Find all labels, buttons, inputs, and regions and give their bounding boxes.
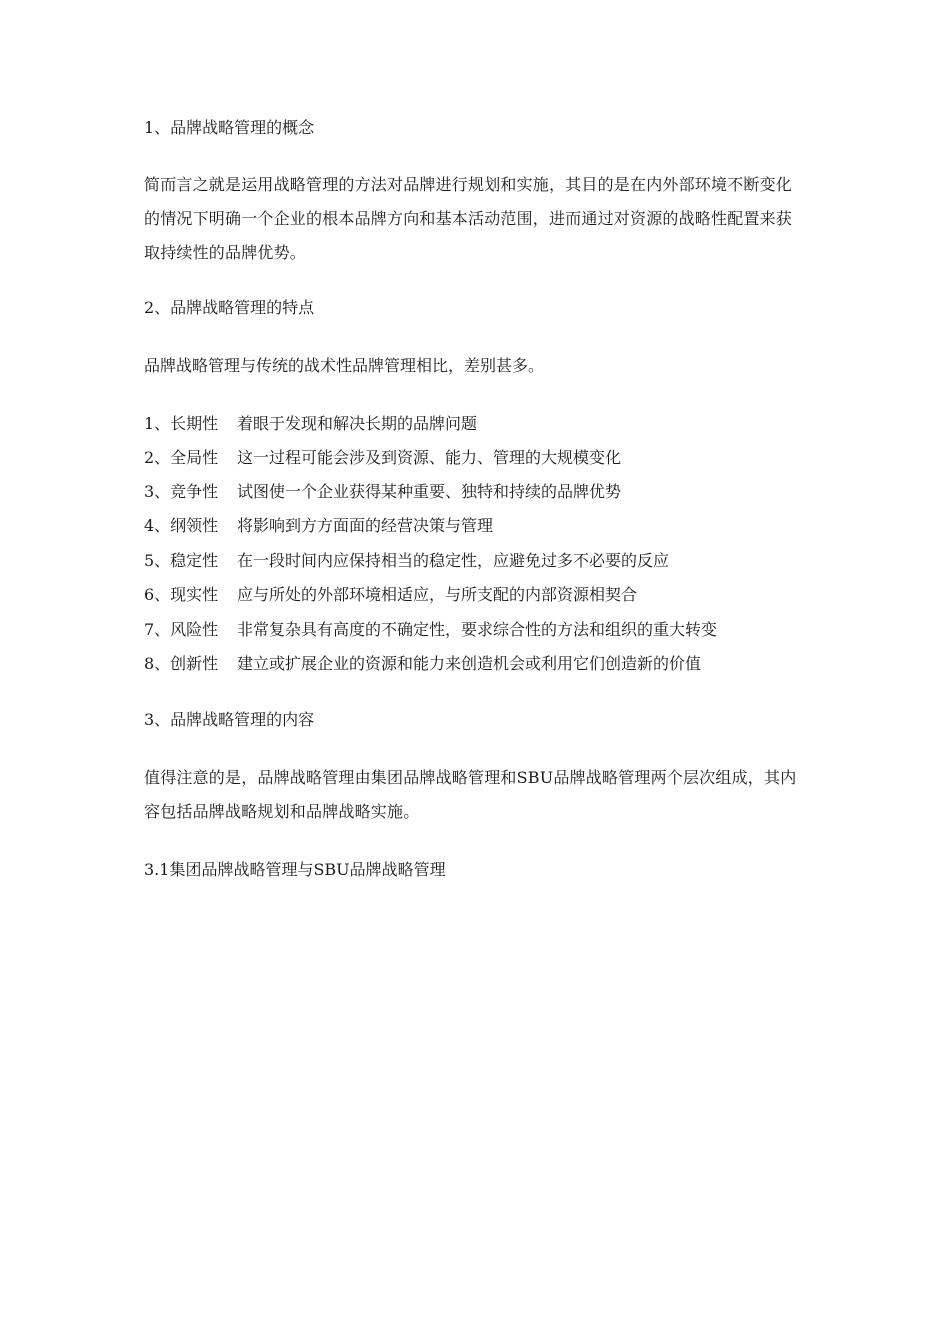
section-3-1-subheading: 3.1集团品牌战略管理与SBU品牌战略管理 (144, 860, 446, 879)
feature-label: 3、竞争性 (144, 482, 219, 501)
feature-item (144, 482, 621, 502)
feature-label: 7、风险性 (144, 620, 219, 639)
feature-item (144, 414, 477, 434)
section-3-body: 值得注意的是，品牌战略管理由集团品牌战略管理和SBU品牌战略管理两个层次组成，其内容包括品牌战略规划和品牌战略实施。 (144, 768, 797, 821)
section-3-heading: 3、品牌战略管理的内容 (144, 710, 315, 729)
feature-item (144, 620, 717, 640)
feature-label: 1、长期性 (144, 414, 219, 433)
feature-desc: 着眼于发现和解决长期的品牌问题 (237, 414, 478, 433)
feature-desc: 将影响到方方面面的经营决策与管理 (237, 516, 494, 535)
feature-label: 2、全局性 (144, 448, 219, 467)
feature-item (144, 448, 621, 468)
section-1-heading: 1、品牌战略管理的概念 (144, 118, 315, 137)
feature-desc: 建立或扩展企业的资源和能力来创造机会或利用它们创造新的价值 (237, 654, 702, 673)
feature-desc: 试图使一个企业获得某种重要、独特和持续的品牌优势 (237, 482, 622, 501)
feature-label: 4、纲领性 (144, 516, 219, 535)
feature-item (144, 654, 701, 674)
section-1-body: 简而言之就是运用战略管理的方法对品牌进行规划和实施，其目的是在内外部环境不断变化的情况下明确一个企业的根本品牌方向和基本活动范围，进而通过对资源的战略性配置来获取持续性的品牌优势。 (144, 175, 793, 262)
feature-desc: 非常复杂具有高度的不确定性，要求综合性的方法和组织的重大转变 (237, 620, 718, 639)
feature-label: 6、现实性 (144, 585, 219, 604)
feature-item (144, 585, 637, 605)
feature-desc: 这一过程可能会涉及到资源、能力、管理的大规模变化 (237, 448, 622, 467)
feature-label: 8、创新性 (144, 654, 219, 673)
feature-desc: 应与所处的外部环境相适应，与所支配的内部资源相契合 (237, 585, 638, 604)
section-2-intro: 品牌战略管理与传统的战术性品牌管理相比，差别甚多。 (144, 356, 545, 375)
feature-label: 5、稳定性 (144, 551, 219, 570)
feature-desc: 在一段时间内应保持相当的稳定性，应避免过多不必要的反应 (237, 551, 670, 570)
feature-item (144, 516, 493, 536)
section-2-heading: 2、品牌战略管理的特点 (144, 298, 315, 317)
feature-item (144, 551, 669, 571)
